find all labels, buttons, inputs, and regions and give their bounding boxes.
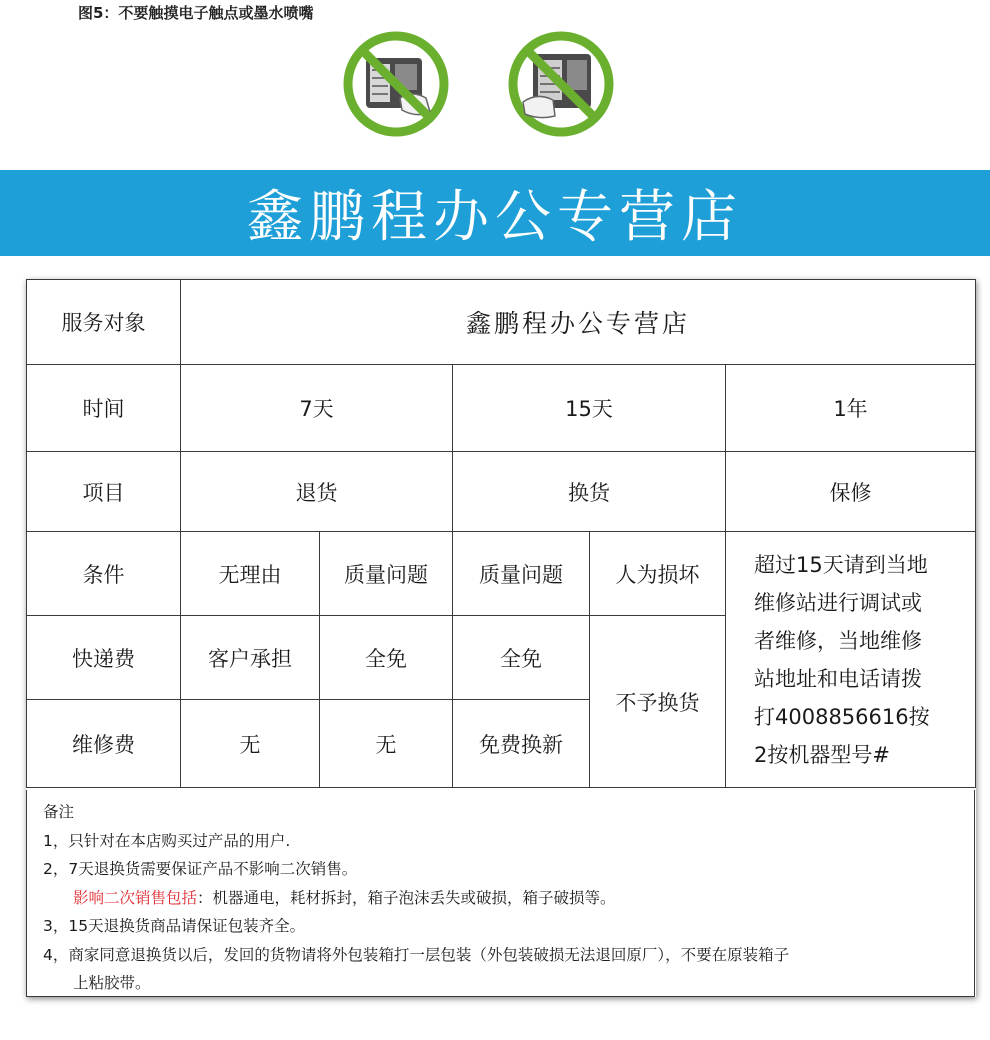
no-touch-contacts-icon <box>340 28 452 140</box>
repair-fee-none-2: 无 <box>320 700 453 788</box>
shipping-customer-pays: 客户承担 <box>181 616 320 700</box>
note-2-rest: ：机器通电，耗材拆封，箱子泡沫丢失或破损，箱子破损等。 <box>197 888 616 907</box>
condition-human-damage: 人为损坏 <box>590 532 726 616</box>
warranty-description: 超过15天请到当地 维修站进行调试或 者维修，当地维修 站地址和电话请拨 打4008856616按 2按机器型号# <box>726 532 976 788</box>
item-exchange: 换货 <box>453 452 726 532</box>
row-header-service: 服务对象 <box>27 280 181 365</box>
table-row <box>27 365 976 452</box>
store-name-cell: 鑫鹏程办公专营店 <box>181 280 976 365</box>
condition-quality-issue-exchange: 质量问题 <box>453 532 590 616</box>
banner-title: 鑫鹏程办公专营店 <box>247 185 743 250</box>
time-7-days: 7天 <box>181 365 453 452</box>
table-row <box>27 532 976 616</box>
note-3: 3，15天退换货商品请保证包装齐全。 <box>43 917 306 935</box>
row-header-shipping: 快递费 <box>27 616 181 700</box>
time-1-year: 1年 <box>726 365 976 452</box>
note-1: 1，只针对在本店购买过产品的用户. <box>43 831 291 850</box>
no-exchange-cell: 不予换货 <box>590 616 726 788</box>
row-header-item: 项目 <box>27 452 181 532</box>
table-row <box>27 452 976 532</box>
note-2-detail <box>43 884 974 913</box>
repair-free-replace: 免费换新 <box>453 700 590 788</box>
item-return: 退货 <box>181 452 453 532</box>
shipping-free-quality: 全免 <box>320 616 453 700</box>
condition-no-reason: 无理由 <box>181 532 320 616</box>
note-2: 2，7天退换货需要保证产品不影响二次销售。 <box>43 860 358 878</box>
note-2-highlight: 影响二次销售包括 <box>73 888 198 907</box>
figure-caption: 图5：不要触摸电子触点或墨水喷嘴 <box>78 4 314 22</box>
shipping-free-exchange: 全免 <box>453 616 590 700</box>
note-4: 4，商家同意退换货以后，发回的货物请将外包装箱打一层包装（外包装破损无法退回原厂），不要在原装箱子 <box>43 945 790 964</box>
row-header-repair-fee: 维修费 <box>27 700 181 788</box>
table-row <box>27 280 976 365</box>
no-touch-nozzle-icon <box>505 28 617 140</box>
notes-section <box>26 790 975 997</box>
item-warranty: 保修 <box>726 452 976 532</box>
note-4-cont: 上粘胶带。 <box>73 974 151 992</box>
row-header-condition: 条件 <box>27 532 181 616</box>
condition-quality-issue: 质量问题 <box>320 532 453 616</box>
notes-title: 备注 <box>43 803 75 821</box>
store-banner <box>0 170 990 256</box>
repair-fee-none-1: 无 <box>181 700 320 788</box>
service-policy-table <box>26 279 976 997</box>
time-15-days: 15天 <box>453 365 726 452</box>
row-header-time: 时间 <box>27 365 181 452</box>
